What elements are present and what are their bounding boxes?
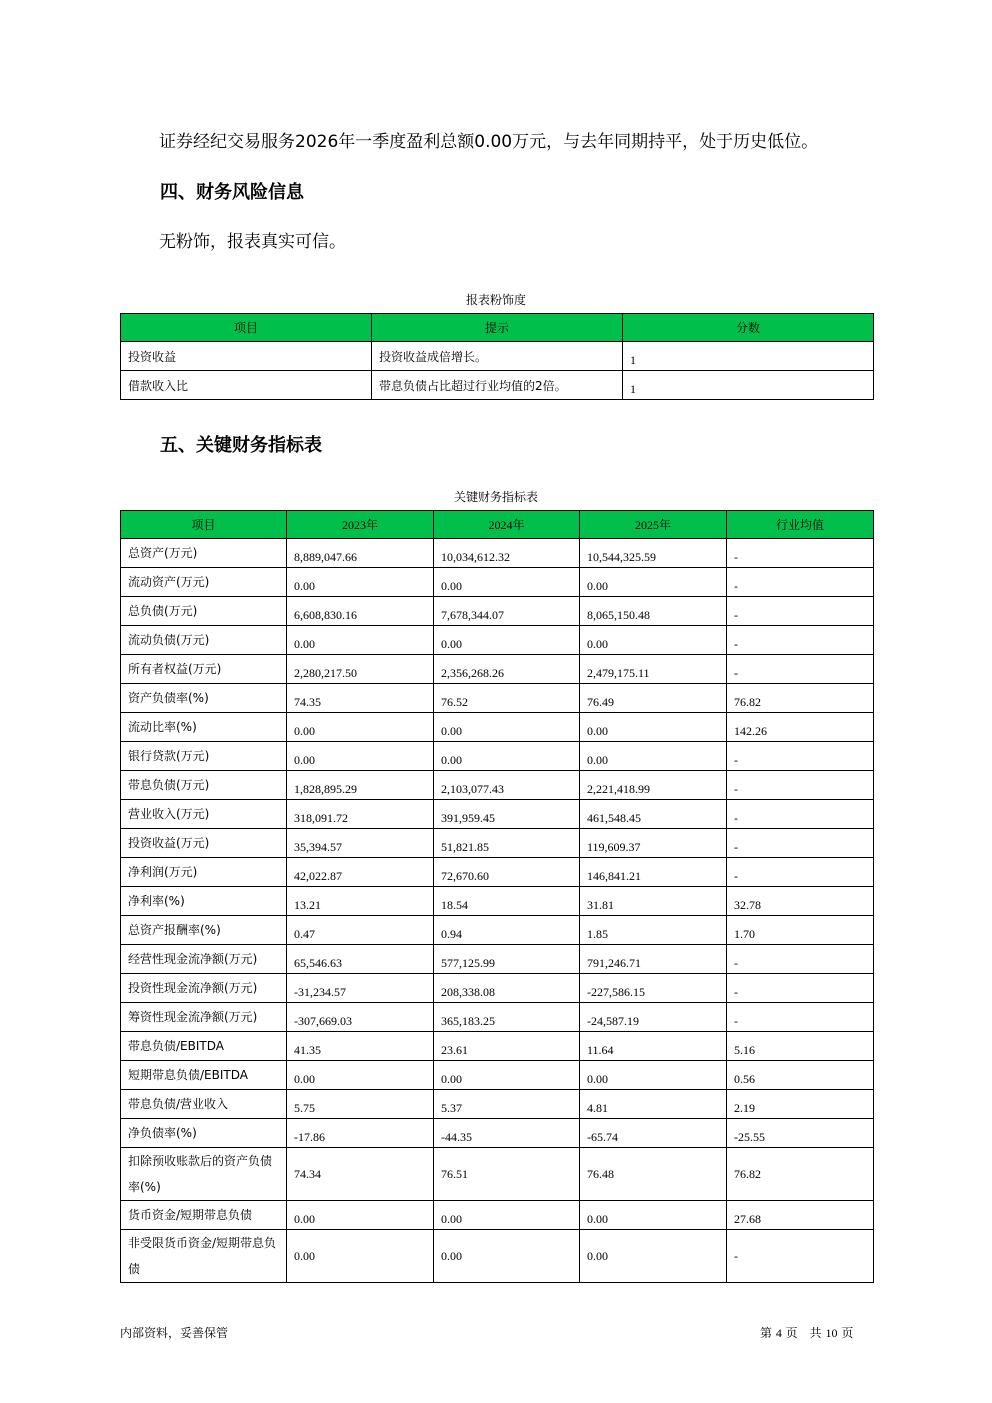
section-4-heading: 四、财务风险信息 [160, 182, 304, 203]
kpi-row-item: 带息负债(万元) [121, 771, 287, 800]
footer-confidential-note: 内部资料，妥善保管 [120, 1326, 229, 1340]
kpi-row-item: 带息负债/营业收入 [121, 1090, 287, 1119]
kpi-row-2025: 11.64 [580, 1032, 727, 1061]
kpi-row-item: 资产负债率(%) [121, 684, 287, 713]
kpi-row-industry-avg: 1.70 [727, 916, 874, 945]
kpi-row-2024: 7,678,344.07 [434, 597, 580, 626]
kpi-row-industry-avg: 142.26 [727, 713, 874, 742]
kpi-row-2023: 0.47 [287, 916, 434, 945]
kpi-row-2024: 0.00 [434, 742, 580, 771]
kpi-row-industry-avg: - [727, 974, 874, 1003]
kpi-row-item: 经营性现金流净额(万元) [121, 945, 287, 974]
kpi-table-row [121, 916, 874, 945]
kpi-row-2025: 0.00 [580, 568, 727, 597]
kpi-row-item: 货币资金/短期带息负债 [121, 1201, 287, 1230]
kpi-table-row [121, 800, 874, 829]
kpi-row-2025: 0.00 [580, 1061, 727, 1090]
kpi-row-2023: 74.35 [287, 684, 434, 713]
risk-row-hint: 带息负债占比超过行业均值的2倍。 [372, 371, 623, 400]
kpi-row-item: 总负债(万元) [121, 597, 287, 626]
kpi-row-2025: 0.00 [580, 742, 727, 771]
kpi-table-row [121, 655, 874, 684]
kpi-row-2024: 0.94 [434, 916, 580, 945]
kpi-row-item: 流动资产(万元) [121, 568, 287, 597]
kpi-row-2025: 2,479,175.11 [580, 655, 727, 684]
kpi-row-2025: 791,246.71 [580, 945, 727, 974]
kpi-row-item: 投资性现金流净额(万元) [121, 974, 287, 1003]
risk-row-item: 投资收益 [121, 342, 372, 371]
kpi-table-row [121, 568, 874, 597]
kpi-row-industry-avg: 5.16 [727, 1032, 874, 1061]
kpi-row-item: 总资产(万元) [121, 539, 287, 568]
kpi-row-2023: 0.00 [287, 1230, 434, 1283]
kpi-row-2023: 35,394.57 [287, 829, 434, 858]
kpi-table-row [121, 684, 874, 713]
kpi-row-industry-avg: -25.55 [727, 1119, 874, 1148]
kpi-row-2025: 461,548.45 [580, 800, 727, 829]
kpi-row-item: 带息负债/EBITDA [121, 1032, 287, 1061]
kpi-row-item: 净利润(万元) [121, 858, 287, 887]
footer-page-number: 4 [775, 1326, 782, 1340]
kpi-table-row [121, 974, 874, 1003]
kpi-row-2023: 41.35 [287, 1032, 434, 1061]
kpi-row-2024: 0.00 [434, 1061, 580, 1090]
section-4-text: 无粉饰，报表真实可信。 [159, 232, 346, 252]
kpi-row-item: 非受限货币资金/短期带息负债 [121, 1230, 287, 1283]
kpi-row-item: 所有者权益(万元) [121, 655, 287, 684]
risk-header-item: 项目 [121, 314, 372, 342]
kpi-table-row [121, 597, 874, 626]
kpi-row-2025: -227,586.15 [580, 974, 727, 1003]
kpi-row-industry-avg: - [727, 597, 874, 626]
kpi-table-row [121, 539, 874, 568]
kpi-row-2023: 0.00 [287, 742, 434, 771]
kpi-row-2024: 18.54 [434, 887, 580, 916]
kpi-row-industry-avg: 76.82 [727, 1148, 874, 1201]
kpi-table-row [121, 1119, 874, 1148]
kpi-row-2023: 74.34 [287, 1148, 434, 1201]
section-5-heading: 五、关键财务指标表 [160, 435, 322, 456]
risk-table-row [121, 371, 874, 400]
kpi-row-2024: 72,670.60 [434, 858, 580, 887]
kpi-row-industry-avg: - [727, 829, 874, 858]
kpi-table-row [121, 829, 874, 858]
kpi-header-2024: 2024年 [434, 511, 580, 539]
kpi-row-industry-avg: 2.19 [727, 1090, 874, 1119]
kpi-row-2024: 23.61 [434, 1032, 580, 1061]
kpi-row-industry-avg: - [727, 655, 874, 684]
kpi-row-2025: 76.49 [580, 684, 727, 713]
kpi-table-row [121, 945, 874, 974]
kpi-row-2023: 6,608,830.16 [287, 597, 434, 626]
kpi-row-2024: 365,183.25 [434, 1003, 580, 1032]
kpi-table-row [121, 858, 874, 887]
kpi-row-industry-avg: 27.68 [727, 1201, 874, 1230]
kpi-row-2024: 0.00 [434, 568, 580, 597]
risk-header-score: 分数 [623, 314, 874, 342]
footer-page-suffix: 页 [841, 1326, 854, 1340]
kpi-row-2023: 5.75 [287, 1090, 434, 1119]
kpi-table-row [121, 1201, 874, 1230]
kpi-row-2023: 0.00 [287, 1061, 434, 1090]
kpi-row-item: 短期带息负债/EBITDA [121, 1061, 287, 1090]
kpi-table-row [121, 742, 874, 771]
kpi-row-2023: 65,546.63 [287, 945, 434, 974]
kpi-row-item: 流动负债(万元) [121, 626, 287, 655]
kpi-row-2024: 0.00 [434, 1230, 580, 1283]
kpi-row-2024: 208,338.08 [434, 974, 580, 1003]
kpi-row-2023: 13.21 [287, 887, 434, 916]
kpi-row-2024: 0.00 [434, 713, 580, 742]
kpi-header-industry-avg: 行业均值 [727, 511, 874, 539]
kpi-row-2023: 0.00 [287, 713, 434, 742]
kpi-row-industry-avg: - [727, 800, 874, 829]
kpi-row-2025: -65.74 [580, 1119, 727, 1148]
kpi-row-2024: 10,034,612.32 [434, 539, 580, 568]
kpi-table-caption: 关键财务指标表 [453, 490, 538, 504]
risk-row-item: 借款收入比 [121, 371, 372, 400]
kpi-row-2024: 76.51 [434, 1148, 580, 1201]
kpi-row-2023: -17.86 [287, 1119, 434, 1148]
kpi-row-2025: 0.00 [580, 1201, 727, 1230]
kpi-row-2025: 76.48 [580, 1148, 727, 1201]
kpi-row-industry-avg: 0.56 [727, 1061, 874, 1090]
kpi-row-2025: 0.00 [580, 626, 727, 655]
kpi-row-2025: 1.85 [580, 916, 727, 945]
kpi-row-2023: 0.00 [287, 1201, 434, 1230]
kpi-row-item: 筹资性现金流净额(万元) [121, 1003, 287, 1032]
kpi-header-2025: 2025年 [580, 511, 727, 539]
kpi-row-2024: 51,821.85 [434, 829, 580, 858]
kpi-row-2025: 8,065,150.48 [580, 597, 727, 626]
kpi-row-2023: 1,828,895.29 [287, 771, 434, 800]
kpi-table-row [121, 1032, 874, 1061]
kpi-header-item: 项目 [121, 511, 287, 539]
kpi-row-industry-avg: - [727, 771, 874, 800]
risk-header-hint: 提示 [372, 314, 623, 342]
kpi-row-item: 总资产报酬率(%) [121, 916, 287, 945]
kpi-table-row [121, 887, 874, 916]
risk-row-score: 1 [623, 371, 874, 400]
footer-page-indicator [760, 1325, 853, 1341]
intro-paragraph: 证券经纪交易服务2026年一季度盈利总额0.00万元，与去年同期持平，处于历史低位。 [159, 132, 819, 152]
kpi-table-row [121, 713, 874, 742]
kpi-row-item: 扣除预收账款后的资产负债率(%) [121, 1148, 287, 1201]
kpi-row-industry-avg: - [727, 568, 874, 597]
risk-row-hint: 投资收益成倍增长。 [372, 342, 623, 371]
kpi-table [120, 510, 874, 1283]
footer-page-total: 10 [825, 1326, 838, 1340]
kpi-row-2023: -31,234.57 [287, 974, 434, 1003]
kpi-row-2024: 0.00 [434, 626, 580, 655]
footer-page-mid: 页 共 [785, 1326, 822, 1340]
kpi-row-2023: 42,022.87 [287, 858, 434, 887]
kpi-row-item: 营业收入(万元) [121, 800, 287, 829]
kpi-row-2023: 8,889,047.66 [287, 539, 434, 568]
kpi-row-industry-avg: - [727, 945, 874, 974]
kpi-table-header-row [121, 511, 874, 539]
kpi-row-industry-avg: 76.82 [727, 684, 874, 713]
kpi-table-row [121, 1230, 874, 1283]
kpi-row-2025: 0.00 [580, 1230, 727, 1283]
kpi-row-item: 银行贷款(万元) [121, 742, 287, 771]
kpi-row-2023: 2,280,217.50 [287, 655, 434, 684]
risk-row-score: 1 [623, 342, 874, 371]
kpi-row-industry-avg: - [727, 539, 874, 568]
kpi-table-row [121, 626, 874, 655]
kpi-row-item: 流动比率(%) [121, 713, 287, 742]
kpi-row-2025: 31.81 [580, 887, 727, 916]
kpi-row-industry-avg: - [727, 626, 874, 655]
kpi-row-2025: -24,587.19 [580, 1003, 727, 1032]
kpi-row-2024: 2,356,268.26 [434, 655, 580, 684]
footer-page-prefix: 第 [760, 1326, 773, 1340]
kpi-row-2025: 2,221,418.99 [580, 771, 727, 800]
risk-table-header-row [121, 314, 874, 342]
kpi-table-row [121, 1090, 874, 1119]
kpi-row-2024: 5.37 [434, 1090, 580, 1119]
risk-table-row [121, 342, 874, 371]
kpi-header-2023: 2023年 [287, 511, 434, 539]
kpi-row-item: 净利率(%) [121, 887, 287, 916]
kpi-row-2025: 146,841.21 [580, 858, 727, 887]
kpi-row-item: 净负债率(%) [121, 1119, 287, 1148]
kpi-row-2024: -44.35 [434, 1119, 580, 1148]
kpi-row-2024: 0.00 [434, 1201, 580, 1230]
kpi-row-industry-avg: - [727, 742, 874, 771]
kpi-table-row [121, 1148, 874, 1201]
kpi-table-row [121, 1003, 874, 1032]
kpi-table-row [121, 1061, 874, 1090]
kpi-row-industry-avg: - [727, 1230, 874, 1283]
kpi-row-2025: 4.81 [580, 1090, 727, 1119]
kpi-row-item: 投资收益(万元) [121, 829, 287, 858]
kpi-row-2023: 0.00 [287, 626, 434, 655]
kpi-row-2023: 0.00 [287, 568, 434, 597]
kpi-row-2024: 391,959.45 [434, 800, 580, 829]
kpi-row-2023: 318,091.72 [287, 800, 434, 829]
kpi-row-2024: 577,125.99 [434, 945, 580, 974]
kpi-table-row [121, 771, 874, 800]
kpi-row-2024: 76.52 [434, 684, 580, 713]
kpi-row-industry-avg: - [727, 858, 874, 887]
kpi-row-industry-avg: 32.78 [727, 887, 874, 916]
kpi-row-2025: 0.00 [580, 713, 727, 742]
kpi-row-industry-avg: - [727, 1003, 874, 1032]
kpi-row-2025: 119,609.37 [580, 829, 727, 858]
risk-table-caption: 报表粉饰度 [465, 293, 526, 307]
kpi-row-2024: 2,103,077.43 [434, 771, 580, 800]
kpi-row-2023: -307,669.03 [287, 1003, 434, 1032]
kpi-row-2025: 10,544,325.59 [580, 539, 727, 568]
risk-table [120, 313, 874, 400]
